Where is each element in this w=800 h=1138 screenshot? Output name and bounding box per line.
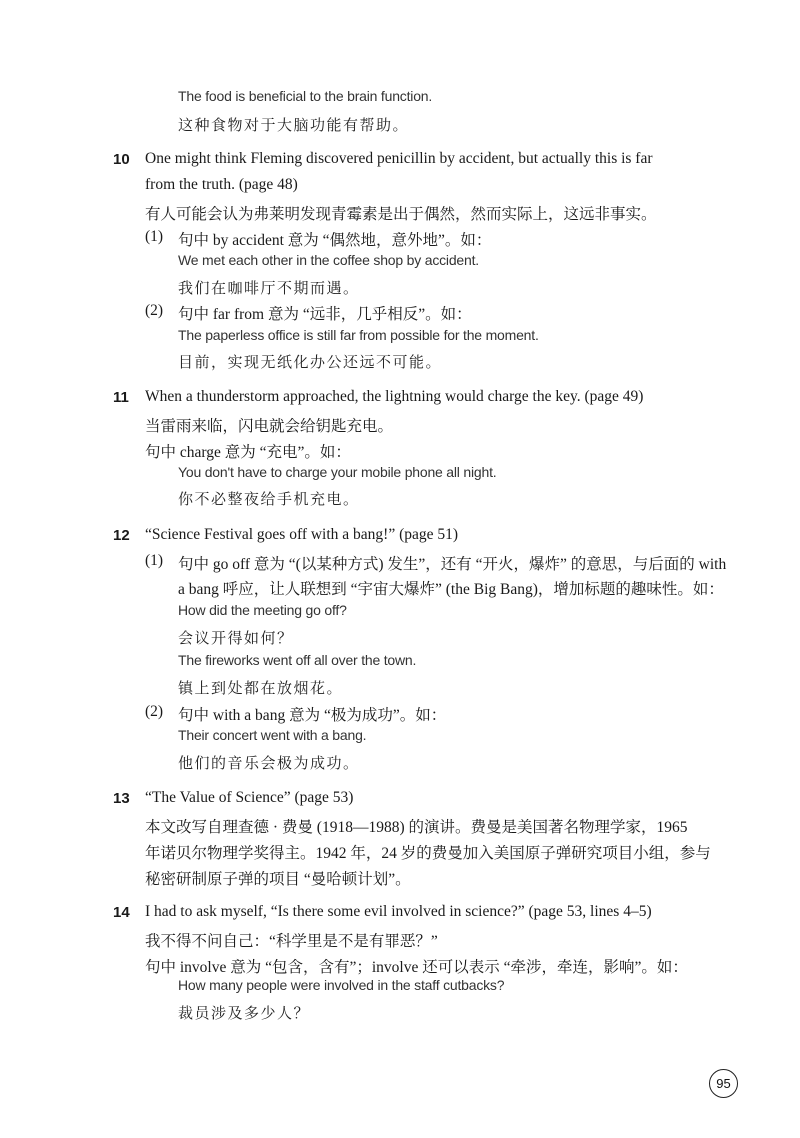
example-chinese: 我们在咖啡厅不期而遇。: [178, 279, 360, 297]
sub-note: 句中 far from 意为 “远非，几乎相反”。如：: [178, 306, 472, 323]
item-translation: 当雷雨来临，闪电就会给钥匙充电。: [145, 418, 394, 435]
example-english: How did the meeting go off?: [178, 602, 347, 618]
item-translation: 年诺贝尔物理学奖得主。1942 年，24 岁的费曼加入美国原子弹研究项目小组，参与: [145, 845, 711, 862]
example-english: The food is beneficial to the brain function.: [178, 88, 433, 104]
sub-note: 句中 go off 意为 “(以某种方式) 发生”，还有 “开火，爆炸” 的意思，与后面的 with: [178, 556, 727, 573]
example-chinese: 你不必整夜给手机充电。: [178, 490, 360, 508]
example-chinese: 镇上到处都在放烟花。: [178, 679, 344, 697]
example-chinese: 他们的音乐会极为成功。: [178, 754, 360, 772]
example-english: You don't have to charge your mobile phone all night.: [178, 464, 497, 480]
example-chinese: 目前，实现无纸化办公还远不可能。: [178, 353, 443, 371]
example-english: The fireworks went off all over the town.: [178, 652, 417, 668]
item-sentence: “Science Festival goes off with a bang!” (page 51): [145, 526, 459, 543]
item-number: 10: [113, 151, 130, 168]
item-number: 13: [113, 790, 130, 807]
sub-label: (2): [145, 302, 164, 319]
item-number: 11: [113, 389, 129, 406]
example-english: Their concert went with a bang.: [178, 727, 367, 743]
sub-note: a bang 呼应，让人联想到 “宇宙大爆炸” (the Big Bang)，增加标题的趣味性。如：: [178, 581, 724, 598]
item-translation: 我不得不问自己：“科学里是不是有罪恶？”: [145, 933, 438, 950]
item-sentence: “The Value of Science” (page 53): [145, 789, 354, 806]
example-english: How many people were involved in the staff cutbacks?: [178, 977, 505, 993]
item-translation: 秘密研制原子弹的项目 “曼哈顿计划”。: [145, 871, 411, 888]
item-number: 12: [113, 527, 130, 544]
sub-label: (2): [145, 703, 164, 720]
example-chinese: 这种食物对于大脑功能有帮助。: [178, 116, 410, 134]
item-translation: 本文改写自理查德 · 费曼 (1918—1988) 的演讲。费曼是美国著名物理学家，1965: [145, 819, 688, 836]
item-note: 句中 involve 意为 “包含，含有”；involve 还可以表示 “牵涉，牵连，影响”。如：: [145, 959, 688, 976]
item-sentence: When a thunderstorm approached, the lightning would charge the key. (page 49): [145, 388, 644, 405]
page-number: 95: [709, 1069, 738, 1098]
item-translation: 有人可能会认为弗莱明发现青霉素是出于偶然，然而实际上，这远非事实。: [145, 206, 657, 223]
example-english: We met each other in the coffee shop by accident.: [178, 252, 479, 268]
item-sentence: I had to ask myself, “Is there some evil involved in science?” (page 53, lines 4–5): [145, 903, 652, 920]
example-english: The paperless office is still far from possible for the moment.: [178, 327, 539, 343]
item-note: 句中 charge 意为 “充电”。如：: [145, 444, 351, 461]
example-chinese: 裁员涉及多少人？: [178, 1004, 311, 1022]
sub-label: (1): [145, 228, 164, 245]
item-number: 14: [113, 904, 130, 921]
sub-note: 句中 with a bang 意为 “极为成功”。如：: [178, 707, 447, 724]
sub-label: (1): [145, 552, 164, 569]
sub-note: 句中 by accident 意为 “偶然地，意外地”。如：: [178, 232, 492, 249]
example-chinese: 会议开得如何？: [178, 629, 294, 647]
item-sentence: from the truth. (page 48): [145, 176, 298, 193]
item-sentence: One might think Fleming discovered penicillin by accident, but actually this is far: [145, 150, 653, 167]
